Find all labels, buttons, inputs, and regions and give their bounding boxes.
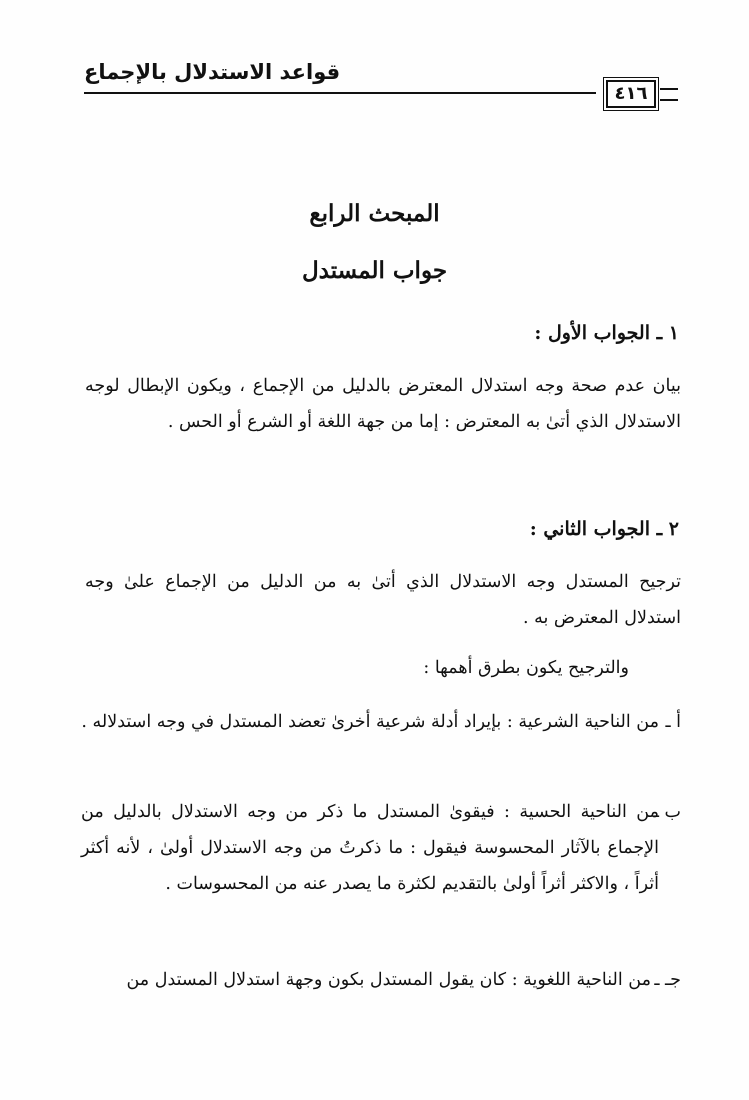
- header-rule: [84, 92, 596, 94]
- running-header-title: قواعد الاستدلال بالإجماع: [84, 60, 341, 84]
- list-item-text: من الناحية الشرعية : بإيراد أدلة شرعية أخرىٰ تعضد المستدل في وجه استدلاله .: [81, 712, 659, 732]
- list-item-letter: جـ ـ: [654, 970, 681, 990]
- section-title: المبحث الرابع: [309, 200, 440, 227]
- list-item-letter: أ ـ: [665, 712, 681, 732]
- answer-two-heading: ٢ ـ الجواب الثاني :: [529, 518, 679, 540]
- list-item-text: من الناحية الحسية : فيقوىٰ المستدل ما ذكر من وجه الاستدلال بالدليل من الإجماع بالآثار المحسوسة فيقول : ما ذكرتُ من وجه الاستدلال أولىٰ ، لأنه أكثر أثراً ، والاكثر أثراً أولىٰ بالتقديم لكثرة ما يصدر عنه من المحسوسات .: [81, 802, 659, 894]
- answer-one-paragraph: بيان عدم صحة وجه استدلال المعترض بالدليل من الإجماع ، ويكون الإبطال لوجه الاستدلال الذي أتىٰ به المعترض : إما من جهة اللغة أو الشرع أو الحس .: [85, 376, 681, 432]
- list-item-text: من الناحية اللغوية : كان يقول المستدل بكون وجهة استدلال المستدل من: [126, 970, 651, 990]
- methods-intro: والترجيح يكون بطرق أهمها :: [423, 658, 629, 678]
- list-item-letter: ب ـ: [653, 802, 681, 822]
- answer-two-paragraph: ترجيح المستدل وجه الاستدلال الذي أتىٰ به من الدليل من الإجماع علىٰ وجه استدلال المعترض به .: [85, 572, 681, 628]
- page-number: ٤١٦: [606, 80, 656, 108]
- answer-one-heading: ١ ـ الجواب الأول :: [534, 322, 679, 344]
- page-number-ornament: [660, 88, 678, 101]
- section-subtitle: جواب المستدل: [301, 257, 448, 284]
